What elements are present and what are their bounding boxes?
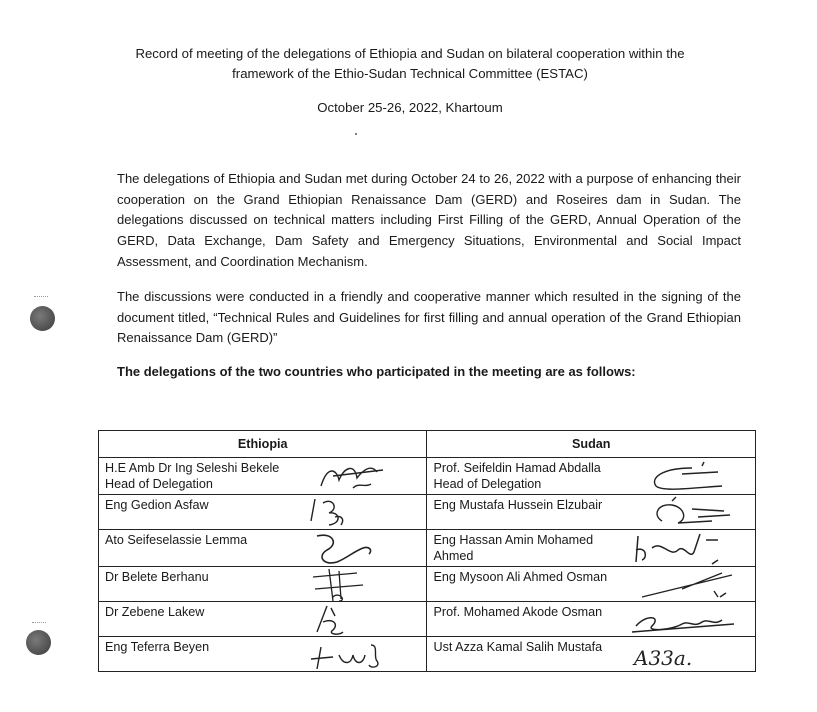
member-name: Ust Azza Kamal Salih Mustafa bbox=[433, 640, 603, 654]
ethiopia-member bbox=[99, 567, 294, 602]
header-sudan: Sudan bbox=[427, 431, 756, 458]
member-name: Eng Teferra Beyen bbox=[105, 640, 210, 654]
member-name: Eng Hassan Amin Mohamed bbox=[433, 533, 594, 547]
sudan-member bbox=[427, 567, 622, 602]
scan-smudge bbox=[34, 296, 48, 305]
ink-dot bbox=[355, 133, 357, 135]
signature-cell bbox=[622, 530, 756, 567]
ethiopia-member bbox=[99, 530, 294, 567]
handwritten-signature bbox=[622, 458, 742, 496]
sudan-member bbox=[427, 637, 622, 672]
member-name: Prof. Mohamed Akode Osman bbox=[433, 605, 603, 619]
sudan-member bbox=[427, 530, 622, 567]
handwritten-signature bbox=[293, 458, 413, 496]
signature-cell bbox=[622, 567, 756, 602]
delegations-table bbox=[98, 430, 756, 672]
handwritten-signature bbox=[622, 495, 742, 531]
signature-cell bbox=[622, 495, 756, 530]
member-name: Eng Mysoon Ali Ahmed Osman bbox=[433, 570, 608, 584]
ethiopia-member bbox=[99, 637, 294, 672]
member-role: Head of Delegation bbox=[433, 477, 542, 491]
member-name: Ato Seifeselassie Lemma bbox=[105, 533, 248, 547]
signature-cell bbox=[293, 567, 427, 602]
sudan-member bbox=[427, 602, 622, 637]
title-line-2: framework of the Ethio-Sudan Technical Committee (ESTAC) bbox=[232, 66, 588, 81]
signature-cell bbox=[293, 637, 427, 672]
punch-hole-top bbox=[30, 306, 55, 331]
signature-cell bbox=[293, 458, 427, 495]
signature-cell bbox=[293, 495, 427, 530]
signature-cell bbox=[622, 458, 756, 495]
punch-hole-bottom bbox=[26, 630, 51, 655]
handwritten-signature bbox=[293, 567, 413, 603]
handwritten-signature bbox=[622, 602, 742, 638]
document-title bbox=[110, 44, 710, 84]
paragraph-2: The discussions were conducted in a friendly and cooperative manner which resulted in the signing of the document titled, “Technical Rules and Guidelines for first filling and annual operation of the Grand Ethiopian Renaissance Dam (GERD)” bbox=[117, 289, 741, 346]
handwritten-signature bbox=[622, 530, 742, 570]
table-header-row bbox=[99, 431, 756, 458]
signature-cell bbox=[293, 530, 427, 567]
sudan-member bbox=[427, 495, 622, 530]
table-row bbox=[99, 602, 756, 637]
handwritten-signature bbox=[293, 602, 413, 638]
handwritten-signature bbox=[293, 495, 413, 531]
meeting-date: October 25-26, 2022, Khartoum bbox=[317, 100, 503, 115]
ethiopia-member bbox=[99, 458, 294, 495]
table-row bbox=[99, 458, 756, 495]
table-row bbox=[99, 530, 756, 567]
member-name: Prof. Seifeldin Hamad Abdalla bbox=[433, 461, 601, 475]
ethiopia-member bbox=[99, 495, 294, 530]
handwritten-signature bbox=[622, 567, 742, 603]
table-row bbox=[99, 495, 756, 530]
member-name: Dr Zebene Lakew bbox=[105, 605, 205, 619]
handwritten-signature bbox=[293, 637, 413, 673]
handwritten-signature bbox=[622, 637, 742, 673]
member-name: Dr Belete Berhanu bbox=[105, 570, 209, 584]
sudan-member bbox=[427, 458, 622, 495]
svg-text:A33a.: A33a. bbox=[633, 646, 692, 670]
member-name: H.E Amb Dr Ing Seleshi Bekele bbox=[105, 461, 280, 475]
member-name: Eng Gedion Asfaw bbox=[105, 498, 209, 512]
signature-cell bbox=[622, 602, 756, 637]
header-ethiopia: Ethiopia bbox=[99, 431, 427, 458]
table-row bbox=[99, 637, 756, 672]
member-name: Eng Mustafa Hussein Elzubair bbox=[433, 498, 603, 512]
signature-cell bbox=[622, 637, 756, 672]
paragraph-3: The delegations of the two countries who participated in the meeting are as follows: bbox=[117, 364, 636, 379]
member-role: Head of Delegation bbox=[105, 477, 213, 491]
member-role: Ahmed bbox=[433, 549, 474, 563]
table-row bbox=[99, 567, 756, 602]
paragraph-1: The delegations of Ethiopia and Sudan met during October 24 to 26, 2022 with a purpose of enhancing their cooperation on the Grand Ethiopian Renaissance Dam (GERD) and Roseires dam in Sudan. The delegations discussed on technical matters including First Filling of the GERD, Annual Operation of the GERD, Data Exchange, Dam Safety and Emergency Situations, Environmental and Social Impact Assessment, and Coordination Mechanism. bbox=[117, 171, 741, 269]
signature-cell bbox=[293, 602, 427, 637]
title-line-1: Record of meeting of the delegations of Ethiopia and Sudan on bilateral cooperation within the bbox=[135, 46, 685, 61]
handwritten-signature bbox=[293, 530, 413, 570]
ethiopia-member bbox=[99, 602, 294, 637]
